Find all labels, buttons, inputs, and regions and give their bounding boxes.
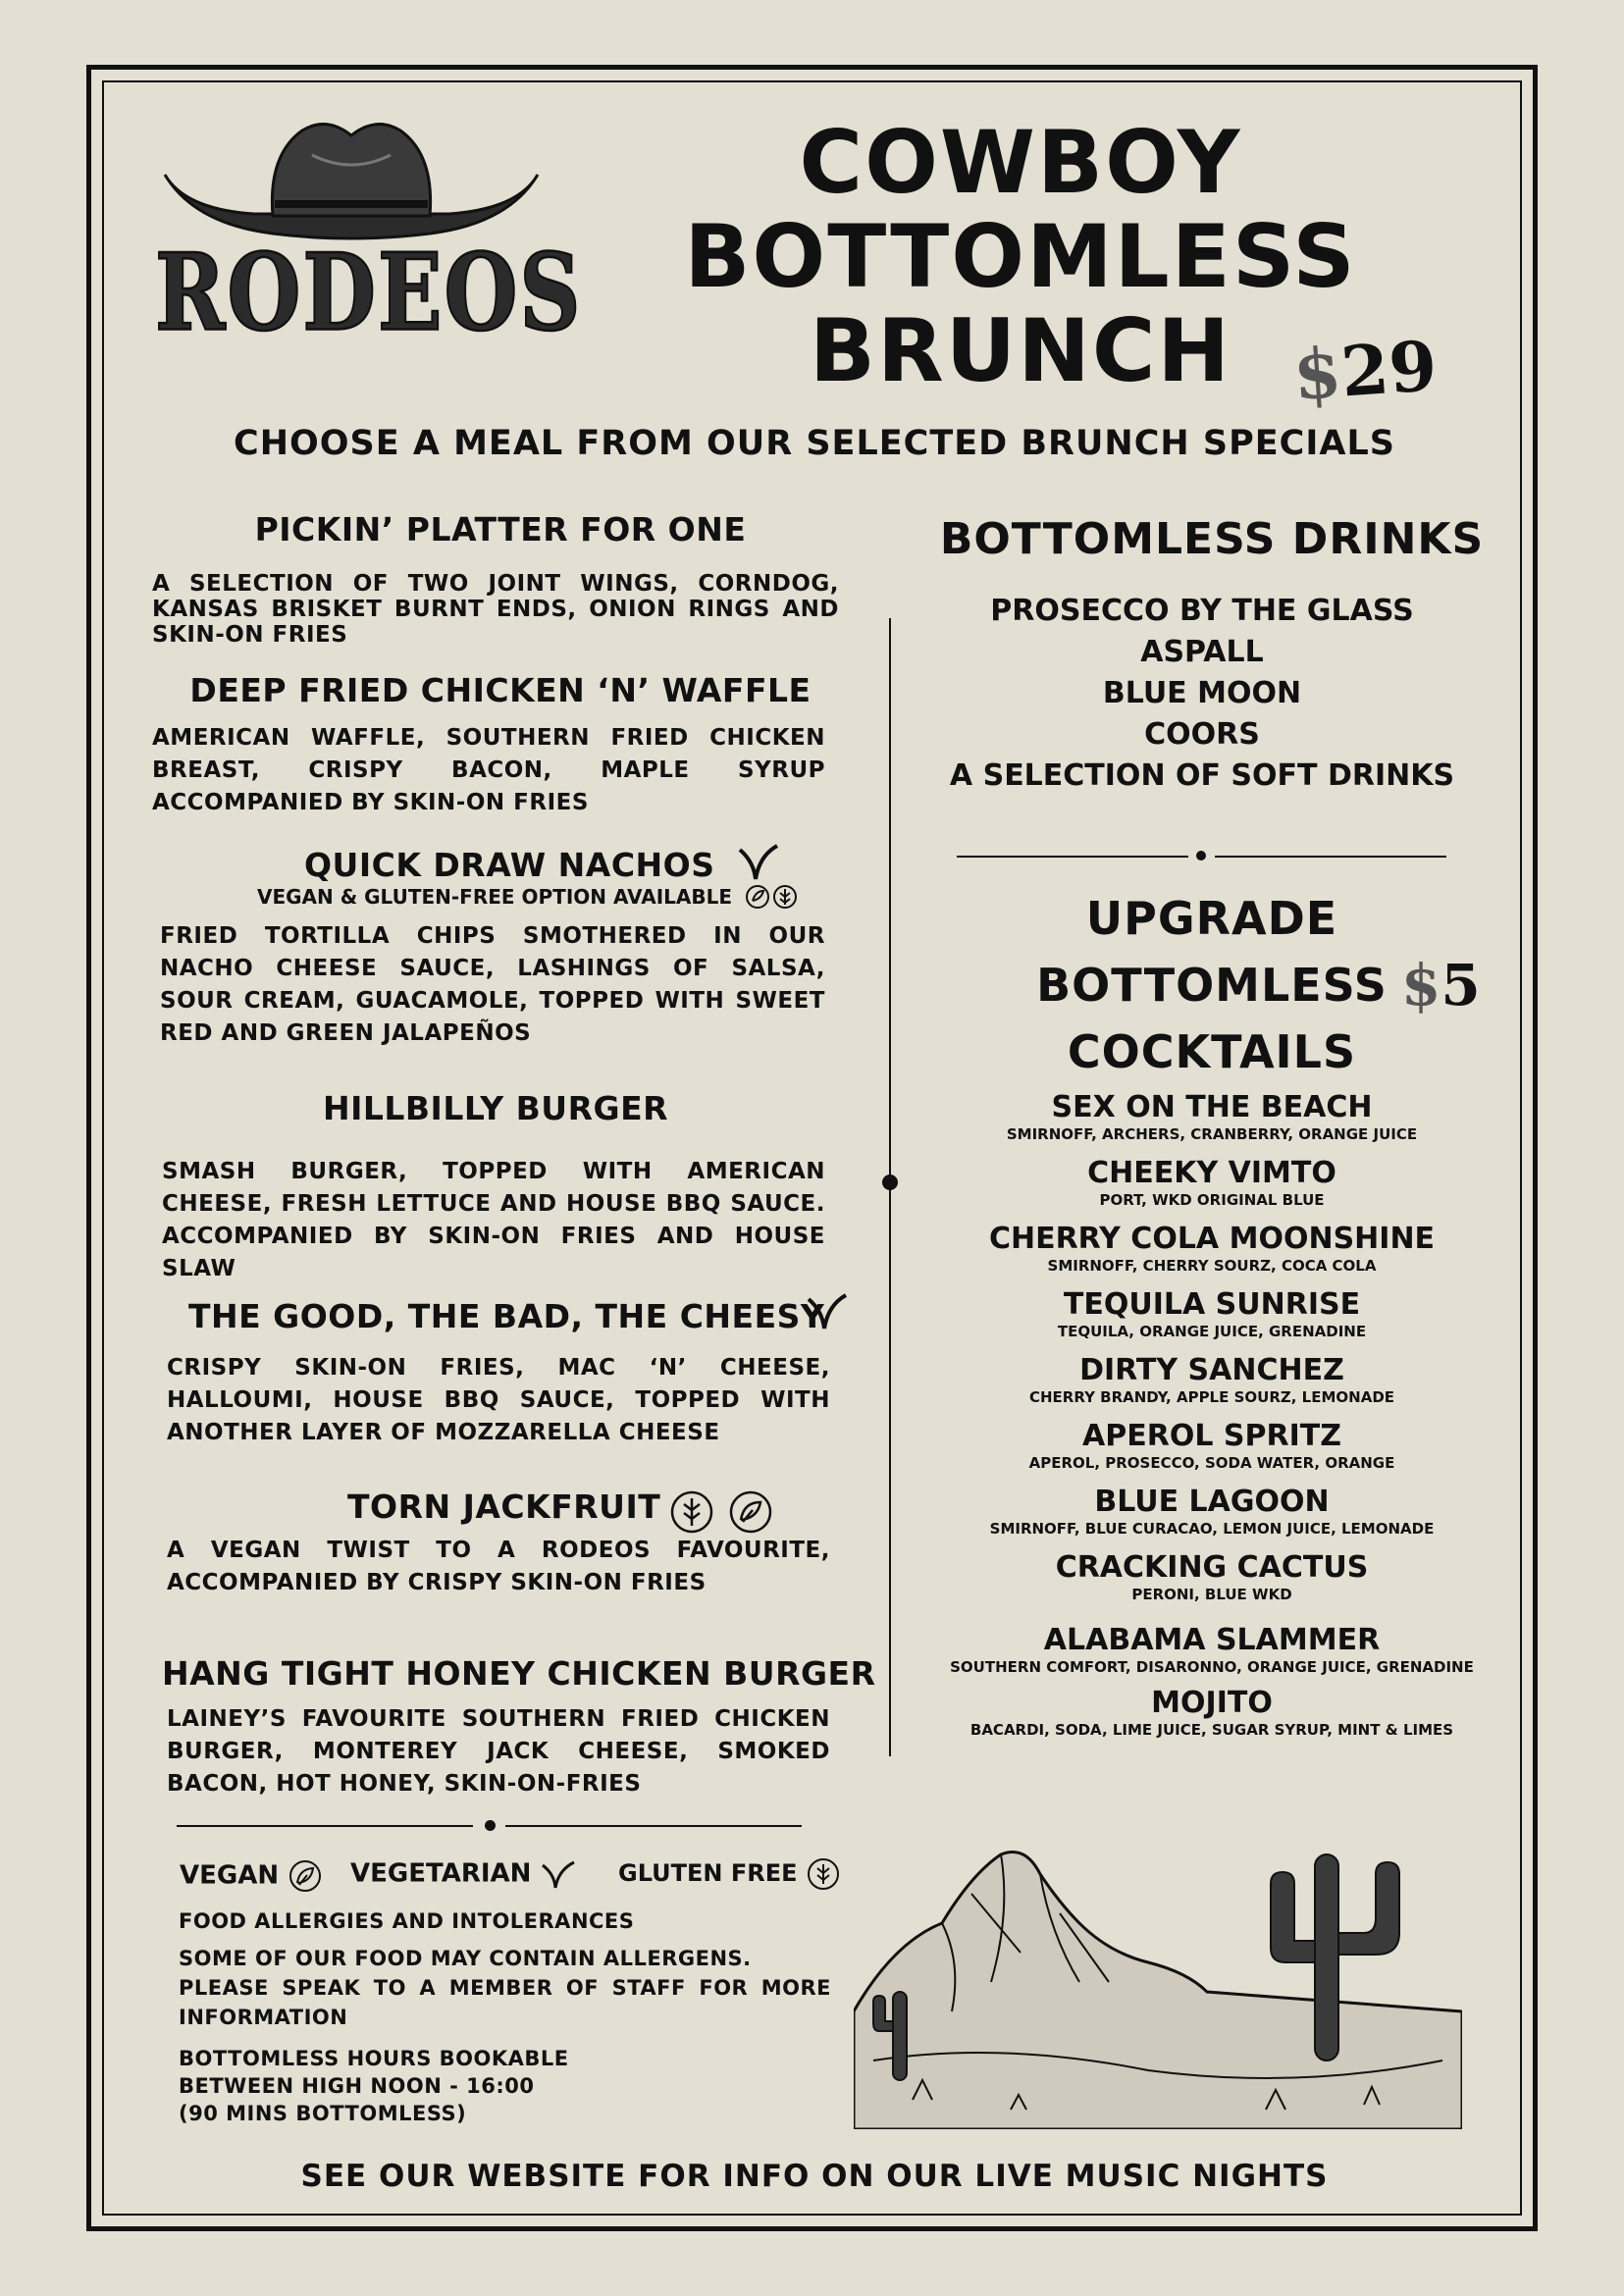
- hours-line: BOTTOMLESS HOURS BOOKABLE: [179, 2047, 569, 2070]
- cocktail-desc: CHERRY BRANDY, APPLE SOURZ, LEMONADE: [1028, 1388, 1395, 1406]
- cocktail-desc: PORT, WKD ORIGINAL BLUE: [1099, 1191, 1325, 1209]
- cocktail-name: CHERRY COLA MOONSHINE: [988, 1222, 1436, 1256]
- cocktail-desc: SOUTHERN COMFORT, DISARONNO, ORANGE JUICE, GRENADINE: [950, 1658, 1474, 1676]
- vegan-leaf-icon: [288, 1858, 323, 1894]
- cocktail-upgrade-price: [1401, 952, 1481, 1018]
- drink-item: ASPALL: [1140, 635, 1264, 669]
- item-desc: AMERICAN WAFFLE, SOUTHERN FRIED CHICKEN BREAST, CRISPY BACON, MAPLE SYRUP ACCOMPANIED BY SKIN-ON FRIES: [152, 725, 825, 815]
- item-desc: LAINEY’S FAVOURITE SOUTHERN FRIED CHICKEN BURGER, MONTEREY JACK CHEESE, SMOKED BACON, HOT HONEY, SKIN-ON-FRIES: [167, 1706, 830, 1797]
- divider-dot: [485, 1820, 496, 1831]
- legend-label: VEGETARIAN: [350, 1858, 532, 1889]
- subtitle: CHOOSE A MEAL FROM OUR SELECTED BRUNCH SPECIALS: [234, 424, 1395, 463]
- legend-label: GLUTEN FREE: [618, 1859, 798, 1887]
- item-desc: CRISPY SKIN-ON FRIES, MAC ‘N’ CHEESE, HALLOUMI, HOUSE BBQ SAUCE, TOPPED WITH ANOTHER LAYER OF MOZZARELLA CHEESE: [167, 1355, 830, 1445]
- column-divider-dot: [882, 1174, 898, 1190]
- cocktail-name: SEX ON THE BEACH: [1051, 1090, 1373, 1124]
- item-name: PICKIN’ PLATTER FOR ONE: [254, 510, 747, 548]
- desert-cactus-illustration: [854, 1815, 1462, 2129]
- drink-item: PROSECCO BY THE GLASS: [990, 594, 1414, 628]
- currency-symbol: $: [1401, 952, 1441, 1018]
- gf-vegan-icons: [669, 1489, 777, 1535]
- item-name: QUICK DRAW NACHOS: [304, 846, 715, 884]
- cocktails-heading-line: COCKTAILS: [1067, 1025, 1357, 1078]
- item-name: HILLBILLY BURGER: [322, 1089, 669, 1127]
- cocktail-desc: SMIRNOFF, ARCHERS, CRANBERRY, ORANGE JUICE: [1006, 1125, 1418, 1143]
- legend-vegetarian: [350, 1858, 577, 1890]
- cocktail-name: MOJITO: [1151, 1686, 1273, 1720]
- cocktails-heading: [981, 885, 1442, 1085]
- allergy-title: FOOD ALLERGIES AND INTOLERANCES: [179, 1909, 635, 1933]
- cocktail-name: DIRTY SANCHEZ: [1079, 1353, 1344, 1387]
- cocktail-name: ALABAMA SLAMMER: [1043, 1623, 1381, 1657]
- cocktail-item: [942, 1624, 1482, 1687]
- allergy-info: [179, 1906, 831, 2032]
- title-line: BRUNCH: [809, 300, 1232, 401]
- item-name: HANG TIGHT HONEY CHICKEN BURGER: [162, 1654, 876, 1693]
- cocktail-desc: SMIRNOFF, CHERRY SOURZ, COCA COLA: [1047, 1257, 1377, 1275]
- price-amount: 29: [1337, 325, 1440, 413]
- footer-note: SEE OUR WEBSITE FOR INFO ON OUR LIVE MUSIC NIGHTS: [300, 2159, 1329, 2194]
- item-desc: FRIED TORTILLA CHIPS SMOTHERED IN OUR NACHO CHEESE SAUCE, LASHINGS OF SALSA, SOUR CREAM, GUACAMOLE, TOPPED WITH SWEET RED AND GREEN JALAPEÑOS: [160, 923, 825, 1046]
- item-desc: A SELECTION OF TWO JOINT WINGS, CORNDOG, KANSAS BRISKET BURNT ENDS, ONION RINGS AND SKIN-ON FRIES: [152, 571, 839, 648]
- vegetarian-sprout-icon: [736, 842, 781, 881]
- cocktail-desc: TEQUILA, ORANGE JUICE, GRENADINE: [1057, 1323, 1367, 1340]
- cocktail-item: [942, 1551, 1482, 1624]
- cocktail-item: [942, 1288, 1482, 1354]
- cocktail-desc: APEROL, PROSECCO, SODA WATER, ORANGE: [1028, 1454, 1395, 1472]
- item-name: DEEP FRIED CHICKEN ‘N’ WAFFLE: [189, 671, 812, 709]
- cocktail-item: [942, 1687, 1482, 1752]
- drinks-list: [922, 591, 1482, 797]
- title-line: COWBOY: [799, 112, 1242, 213]
- item-name: TORN JACKFRUIT: [347, 1487, 661, 1526]
- item-desc: SMASH BURGER, TOPPED WITH AMERICAN CHEESE, FRESH LETTUCE AND HOUSE BBQ SAUCE. ACCOMPANIED BY SKIN-ON FRIES AND HOUSE SLAW: [162, 1159, 825, 1281]
- cocktail-item: [942, 1354, 1482, 1420]
- brunch-price: [1290, 325, 1440, 416]
- legend-label: VEGAN: [180, 1860, 280, 1891]
- rodeos-logo: [155, 116, 583, 400]
- cocktail-name: CHEEKY VIMTO: [1087, 1156, 1336, 1190]
- cocktail-item: [942, 1157, 1482, 1223]
- vegan-gf-icons: [744, 883, 801, 911]
- gluten-free-wheat-icon: [806, 1856, 841, 1892]
- vegetarian-sprout-icon: [805, 1291, 850, 1331]
- cocktail-name: APEROL SPRITZ: [1082, 1419, 1341, 1453]
- brand-name: RODEOS: [155, 231, 583, 355]
- divider-line: [957, 856, 1188, 858]
- drink-item: A SELECTION OF SOFT DRINKS: [949, 758, 1455, 793]
- price-amount: 5: [1441, 952, 1481, 1018]
- allergy-line: SOME OF OUR FOOD MAY CONTAIN ALLERGENS.: [179, 1947, 752, 1970]
- item-desc: A VEGAN TWIST TO A RODEOS FAVOURITE, ACCOMPANIED BY CRISPY SKIN-ON FRIES: [167, 1538, 830, 1595]
- item-name: THE GOOD, THE BAD, THE CHEESY: [188, 1297, 825, 1335]
- cocktail-item: [942, 1223, 1482, 1288]
- divider-line: [177, 1825, 473, 1827]
- cocktail-name: BLUE LAGOON: [1094, 1485, 1330, 1519]
- cocktails-heading-line: UPGRADE: [1085, 892, 1338, 945]
- currency-symbol: $: [1290, 331, 1344, 416]
- hours-line: BETWEEN HIGH NOON - 16:00: [179, 2074, 535, 2098]
- hours-line: (90 MINS BOTTOMLESS): [179, 2102, 467, 2125]
- cocktails-heading-line: BOTTOMLESS: [1036, 959, 1388, 1012]
- legend-vegan: [180, 1858, 323, 1894]
- drink-item: COORS: [1144, 717, 1260, 752]
- cocktail-desc: BACARDI, SODA, LIME JUICE, SUGAR SYRUP, MINT & LIMES: [969, 1721, 1454, 1739]
- cocktail-desc: PERONI, BLUE WKD: [1131, 1586, 1292, 1603]
- divider-line: [1215, 856, 1446, 858]
- cocktail-name: CRACKING CACTUS: [1055, 1550, 1369, 1585]
- cocktail-item: [942, 1091, 1482, 1157]
- cocktail-item: [942, 1486, 1482, 1551]
- item-note: VEGAN & GLUTEN-FREE OPTION AVAILABLE: [257, 885, 733, 909]
- cocktail-list: [942, 1091, 1482, 1752]
- cocktail-name: TEQUILA SUNRISE: [1063, 1287, 1361, 1322]
- cocktail-item: [942, 1420, 1482, 1486]
- drink-item: BLUE MOON: [1102, 676, 1302, 710]
- legend-gluten-free: [618, 1856, 841, 1892]
- cocktail-desc: SMIRNOFF, BLUE CURACAO, LEMON JUICE, LEMONADE: [989, 1520, 1435, 1538]
- divider-dot: [1196, 851, 1206, 861]
- title-line: BOTTOMLESS: [684, 206, 1357, 307]
- vegetarian-sprout-icon: [540, 1858, 577, 1890]
- bottomless-hours: [179, 2045, 571, 2127]
- drinks-heading: BOTTOMLESS DRINKS: [939, 514, 1485, 564]
- divider-line: [505, 1825, 802, 1827]
- allergy-line: PLEASE SPEAK TO A MEMBER OF STAFF FOR MORE INFORMATION: [179, 1976, 831, 2029]
